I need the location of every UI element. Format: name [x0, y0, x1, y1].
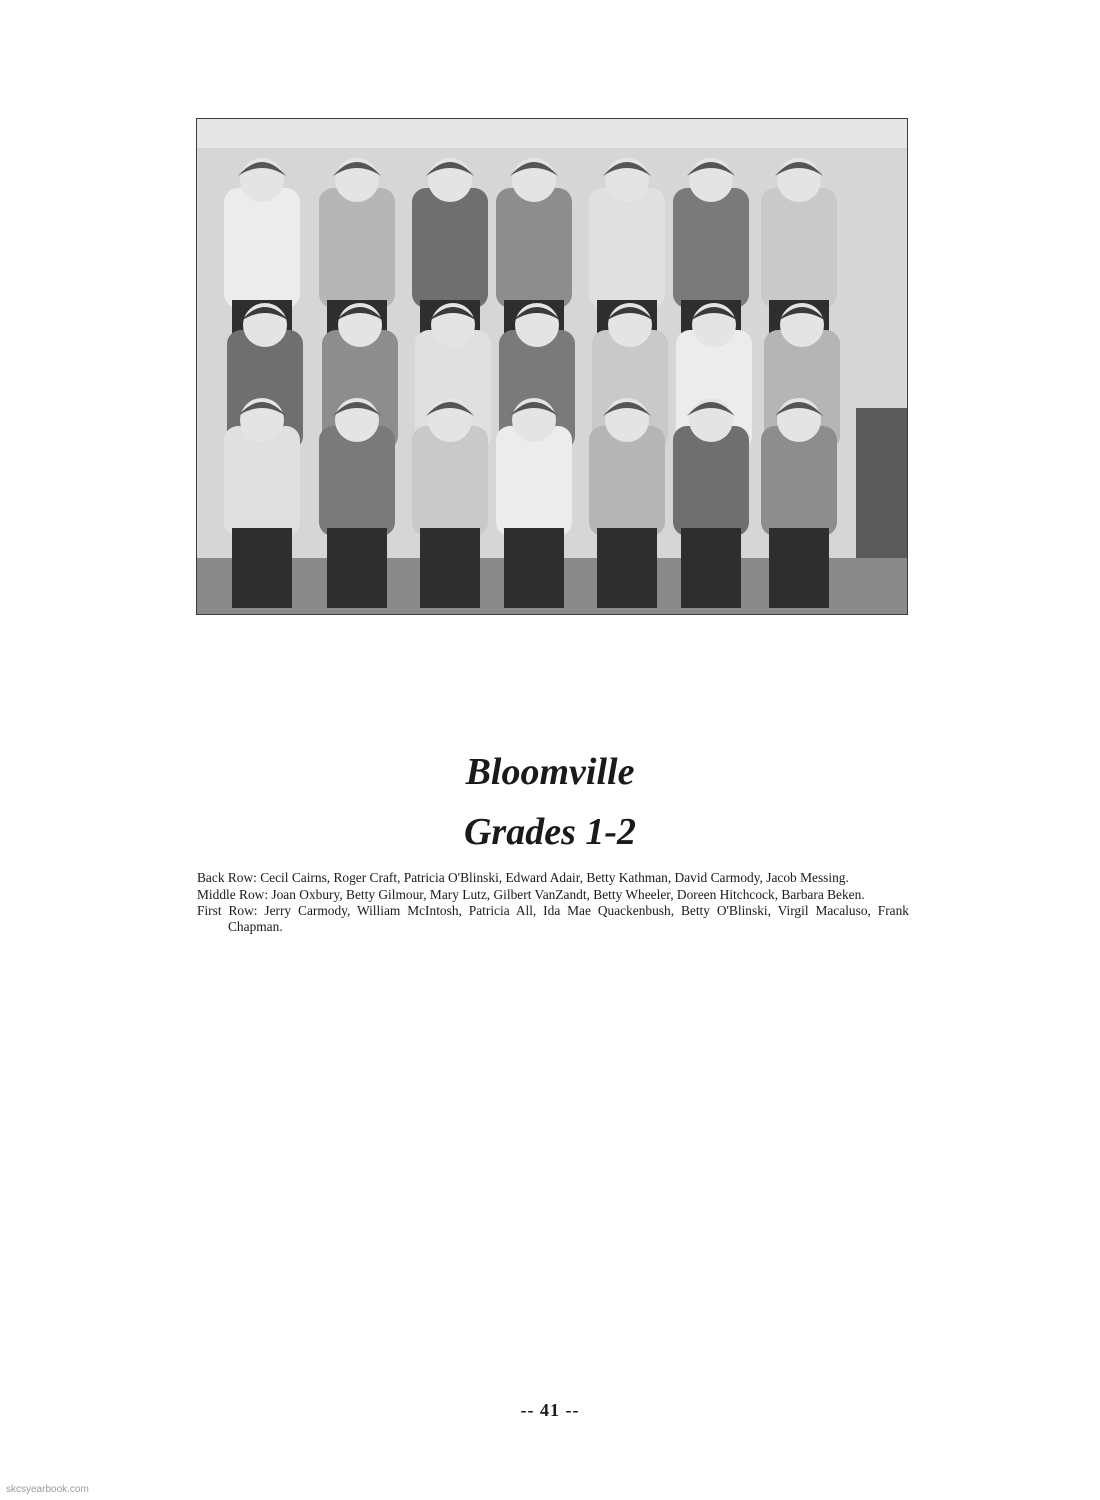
- caption-back-row: Back Row: Cecil Cairns, Roger Craft, Patricia O'Blinski, Edward Adair, Betty Kathman, David Carmody, Jacob Messing.: [197, 870, 849, 885]
- front-row-child-legs: [327, 528, 387, 608]
- front-row-child-body: [589, 426, 665, 536]
- back-row-child-body: [224, 188, 300, 308]
- back-row-child-body: [496, 188, 572, 308]
- photo-wall-top: [196, 118, 908, 148]
- front-row-child-legs: [420, 528, 480, 608]
- front-row-child-legs: [681, 528, 741, 608]
- front-row-child-body: [761, 426, 837, 536]
- caption-middle-row: Middle Row: Joan Oxbury, Betty Gilmour, Mary Lutz, Gilbert VanZandt, Betty Wheeler, Doreen Hitchcock, Barbara Beken.: [197, 886, 865, 902]
- page-subtitle: Grades 1-2: [463, 811, 637, 853]
- back-row-child-body: [412, 188, 488, 308]
- front-row-child-legs: [232, 528, 292, 608]
- caption-first-row: First Row: Jerry Carmody, William McIntosh, Patricia All, Ida Mae Quackenbush, Betty O'Blinski, Virgil Macaluso, Frank Chapman.: [197, 903, 909, 934]
- front-row-child-legs: [769, 528, 829, 608]
- class-photo-image: [196, 118, 908, 615]
- front-row-child-legs: [504, 528, 564, 608]
- class-photo: [196, 118, 908, 615]
- page-title: Bloomville: [465, 751, 635, 793]
- front-row-child-body: [224, 426, 300, 536]
- front-row-child-body: [319, 426, 395, 536]
- photo-caption: [197, 870, 909, 935]
- back-row-child-body: [761, 188, 837, 308]
- back-row-child-body: [589, 188, 665, 308]
- front-row-child-body: [412, 426, 488, 536]
- back-row-child-body: [319, 188, 395, 308]
- front-row-child-body: [496, 426, 572, 536]
- watermark: skcsyearbook.com: [6, 1484, 89, 1495]
- back-row-child-body: [673, 188, 749, 308]
- page-number: -- 41 --: [520, 1400, 580, 1420]
- photo-side-furniture: [856, 408, 908, 558]
- front-row-child-legs: [597, 528, 657, 608]
- front-row-child-body: [673, 426, 749, 536]
